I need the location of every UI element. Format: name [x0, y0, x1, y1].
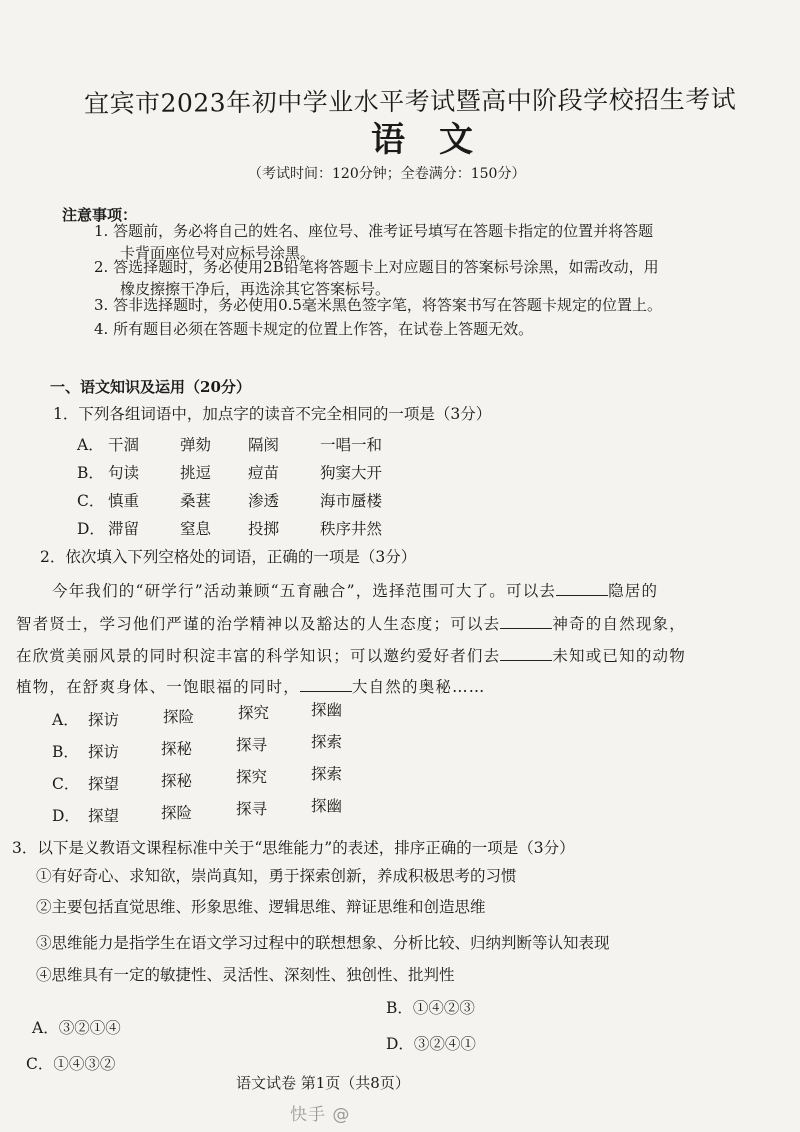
option-word: 探秘 — [161, 740, 193, 758]
option-word: 桑葚 — [180, 492, 212, 510]
note-item: 卡背面座位号对应标号涂黑。 — [120, 244, 316, 262]
note-item: 2. 答选择题时，务必使用2B铅笔将答题卡上对应题目的答案标号涂黑，如需改动，用 — [94, 258, 659, 276]
option-word: 探望 — [88, 775, 120, 793]
watermark: 快手 @ — [290, 1105, 351, 1125]
option-word: 句读 — [108, 464, 140, 482]
page-footer: 语文试卷 第1页（共8页） — [236, 1074, 410, 1092]
note-item: 3. 答非选择题时，务必使用0.5毫米黑色签字笔，将答案书写在答题卡规定的位置上。 — [94, 296, 662, 314]
passage-text: 隐居的 — [608, 582, 659, 600]
option-word: 探索 — [311, 733, 343, 751]
option-label: B． — [52, 743, 79, 761]
option-word: 狗窦大开 — [320, 464, 383, 482]
passage-text: 植物，在舒爽身体、一饱眼福的同时， — [16, 678, 300, 696]
section-title: 一、语文知识及运用（20分） — [50, 378, 251, 396]
option-word: 挑逗 — [180, 464, 212, 482]
passage-text: 神奇的自然现象， — [552, 615, 686, 633]
option-word: 海市蜃楼 — [320, 492, 383, 510]
option-word: 痘苗 — [248, 464, 280, 482]
passage-text: 今年我们的“研学行”活动兼顾“五育融合”，选择范围可大了。可以去 — [52, 582, 557, 600]
question-stem: 1．下列各组词语中，加点字的读音不完全相同的一项是（3分） — [53, 405, 492, 423]
option-word: 探望 — [88, 807, 120, 825]
option-label: A． — [77, 436, 104, 454]
note-item: 1. 答题前，务必将自己的姓名、座位号、准考证号填写在答题卡指定的位置并将答题 — [94, 222, 654, 240]
passage-text: 智者贤士，学习他们严谨的治学精神以及豁达的人生态度；可以去 — [16, 615, 501, 633]
option-word: 探索 — [311, 765, 343, 783]
option-word: 滞留 — [108, 520, 140, 538]
note-item: 4. 所有题目必须在答题卡规定的位置上作答，在试卷上答题无效。 — [94, 320, 534, 338]
passage-line — [16, 612, 686, 634]
statement-item: ②主要包括直觉思维、形象思维、逻辑思维、辩证思维和创造思维 — [36, 898, 486, 916]
option-word: 探访 — [88, 711, 120, 729]
option-word: 探幽 — [311, 797, 343, 815]
option-word: 探访 — [88, 743, 120, 761]
subject-title: 语文 — [371, 120, 507, 160]
option-c: C．①④③② — [26, 1055, 116, 1073]
notes-heading: 注意事项： — [62, 206, 138, 224]
question-stem: 3．以下是义教语文课程标准中关于“思维能力”的表述，排序正确的一项是（3分） — [12, 839, 575, 857]
option-word: 投掷 — [248, 520, 280, 538]
option-d: D．③②④① — [386, 1035, 476, 1053]
passage-line — [16, 675, 486, 697]
option-word: 窒息 — [180, 520, 212, 538]
option-label: D． — [52, 807, 80, 825]
question-stem: 2．依次填入下列空格处的词语，正确的一项是（3分） — [40, 548, 417, 566]
option-word: 干涸 — [108, 436, 140, 454]
option-word: 探秘 — [161, 772, 193, 790]
statement-item: ①有好奇心、求知欲，崇尚真知，勇于探索创新，养成积极思考的习惯 — [36, 867, 517, 885]
passage-text: 未知或已知的动物 — [552, 647, 686, 665]
option-word: 探究 — [236, 768, 268, 786]
option-word: 探险 — [161, 804, 193, 822]
option-word: 慎重 — [108, 492, 140, 510]
passage-text: 在欣赏美丽风景的同时积淀丰富的科学知识；可以邀约爱好者们去 — [16, 647, 501, 665]
option-label: C． — [52, 775, 80, 793]
passage-line — [16, 644, 686, 666]
statement-item: ③思维能力是指学生在语文学习过程中的联想想象、分析比较、归纳判断等认知表现 — [36, 934, 610, 952]
fill-blank — [500, 648, 552, 661]
fill-blank — [500, 616, 552, 629]
option-b: B．①④②③ — [386, 999, 475, 1017]
option-word: 秩序井然 — [320, 520, 383, 538]
passage-text: 大自然的奥秘…… — [351, 678, 486, 696]
statement-item: ④思维具有一定的敏捷性、灵活性、深刻性、独创性、批判性 — [36, 966, 455, 984]
option-word: 探险 — [163, 708, 195, 726]
passage-line — [52, 579, 658, 601]
exam-info: （考试时间：120分钟；全卷满分：150分） — [248, 166, 526, 182]
note-item: 橡皮擦擦干净后，再选涂其它答案标号。 — [120, 280, 391, 298]
option-word: 一唱一和 — [320, 436, 383, 454]
option-a: A．③②①④ — [32, 1019, 121, 1037]
option-word: 探幽 — [311, 701, 343, 719]
option-word: 探寻 — [236, 736, 268, 754]
option-word: 隔阂 — [248, 436, 280, 454]
option-word: 弹劾 — [180, 436, 212, 454]
option-label: D． — [77, 520, 105, 538]
option-word: 渗透 — [248, 492, 280, 510]
option-label: A． — [52, 711, 79, 729]
option-label: C． — [77, 492, 105, 510]
option-word: 探寻 — [236, 800, 268, 818]
exam-title: 宜宾市2023年初中学业水平考试暨高中阶段学校招生考试 — [83, 84, 737, 119]
option-label: B． — [77, 464, 104, 482]
fill-blank — [300, 679, 352, 692]
option-word: 探究 — [238, 704, 270, 722]
fill-blank — [556, 583, 608, 596]
